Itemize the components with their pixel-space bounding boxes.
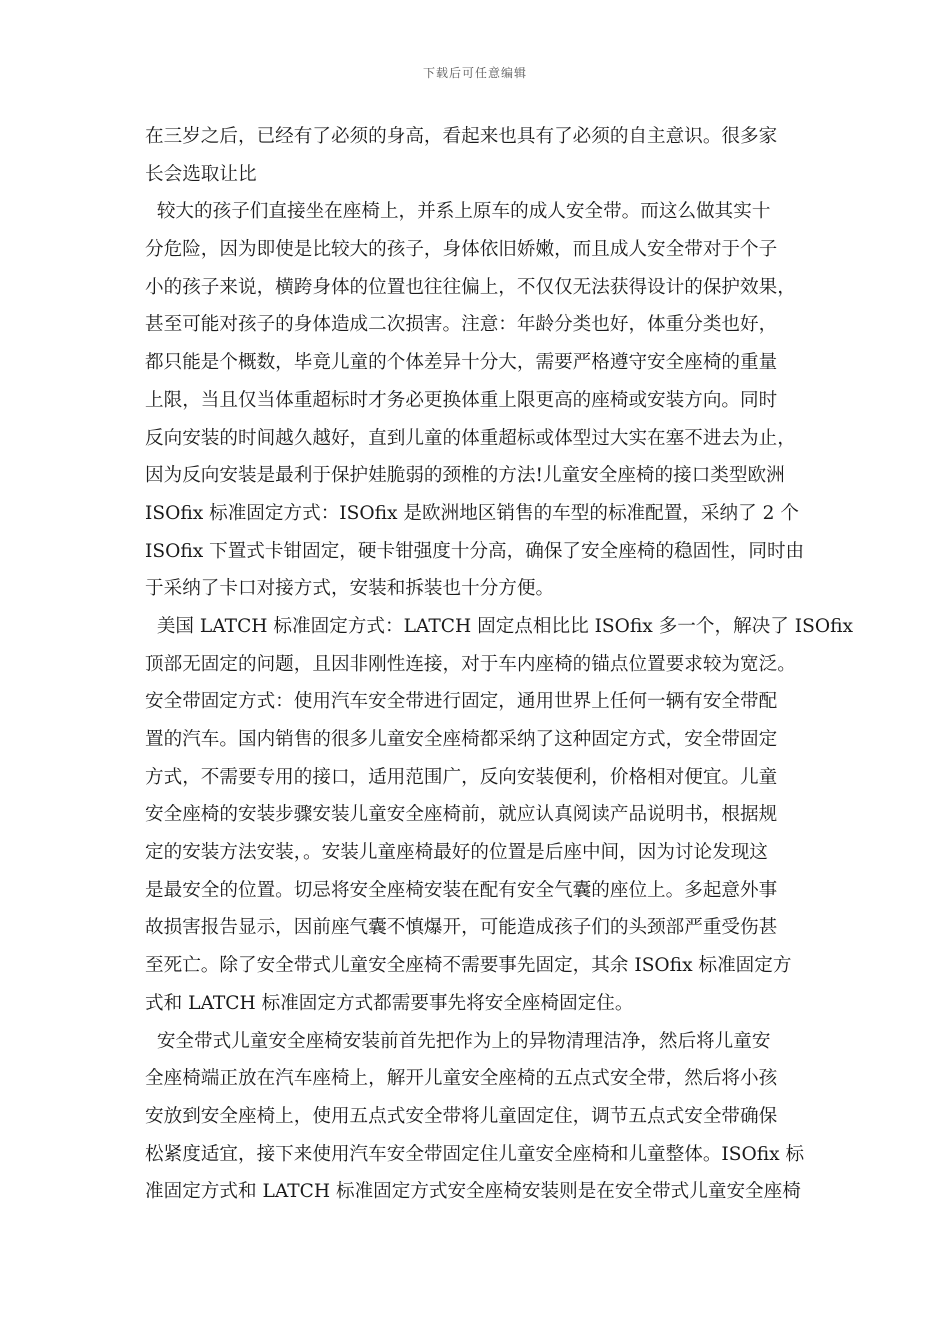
text-line: 方式，不需要专用的接口，适用范围广，反向安装便利，价格相对便宜。儿童 xyxy=(145,766,778,788)
text-line: 较大的孩子们直接坐在座椅上，并系上原车的成人安全带。而这么做其实十 xyxy=(145,201,771,223)
document-body xyxy=(145,118,853,1211)
text-line: 是最安全的位置。切忌将安全座椅安装在配有安全气囊的座位上。多起意外事 xyxy=(145,879,778,901)
text-line: 因为反向安装是最利于保护娃脆弱的颈椎的方法!儿童安全座椅的接口类型欧洲 xyxy=(145,465,785,487)
text-line: 安全带固定方式：使用汽车安全带进行固定，通用世界上任何一辆有安全带配 xyxy=(145,691,778,713)
text-line: 安放到安全座椅上，使用五点式安全带将儿童固定住，调节五点式安全带确保 xyxy=(145,1105,778,1127)
text-line: 上限，当且仅当体重超标时才务必更换体重上限更高的座椅或安装方向。同时 xyxy=(145,389,778,411)
text-line: 都只能是个概数，毕竟儿童的个体差异十分大，需要严格遵守安全座椅的重量 xyxy=(145,352,778,374)
text-line: 在三岁之后，已经有了必须的身高，看起来也具有了必须的自主意识。很多家 xyxy=(145,126,778,147)
text-line: 至死亡。除了安全带式儿童安全座椅不需要事先固定，其余 ISOfix 标准固定方 xyxy=(145,955,792,977)
paragraph-2 xyxy=(145,193,821,608)
text-line: 反向安装的时间越久越好，直到儿童的体重超标或体型过大实在塞不进去为止， xyxy=(145,427,796,449)
text-line: 定的安装方法安装，。安装儿童座椅最好的位置是后座中间，因为讨论发现这 xyxy=(145,842,768,864)
text-line: 置的汽车。国内销售的很多儿童安全座椅都采纳了这种固定方式，安全带固定 xyxy=(145,729,778,750)
text-line: 顶部无固定的问题，且因非刚性连接，对于车内座椅的锚点位置要求较为宽泛。 xyxy=(145,653,796,675)
text-line: 安全座椅的安装步骤安装儿童安全座椅前，就应认真阅读产品说明书，根据规 xyxy=(145,804,778,826)
text-line: 准固定方式和 LATCH 标准固定方式安全座椅安装则是在安全带式儿童安全座椅 xyxy=(145,1181,801,1203)
text-line: 安全带式儿童安全座椅安装前首先把作为上的异物清理洁净，然后将儿童安 xyxy=(145,1030,771,1052)
text-line: 式和 LATCH 标准固定方式都需要事先将安全座椅固定住。 xyxy=(145,992,634,1014)
text-line: 长会选取让比 xyxy=(145,163,257,185)
text-line: ISOfix 标准固定方式：ISOfix 是欧洲地区销售的车型的标准配置，采纳了 2 个 xyxy=(145,502,799,524)
text-line: 松紧度适宜，接下来使用汽车安全带固定住儿童安全座椅和儿童整体。ISOfix 标 xyxy=(145,1143,805,1165)
paragraph-1 xyxy=(145,118,821,193)
text-line: 全座椅端正放在汽车座椅上，解开儿童安全座椅的五点式安全带，然后将小孩 xyxy=(145,1068,778,1090)
text-line: ISOfix 下置式卡钳固定，硬卡钳强度十分高，确保了安全座椅的稳固性，同时由 xyxy=(145,540,805,562)
text-line: 甚至可能对孩子的身体造成二次损害。注意：年龄分类也好，体重分类也好， xyxy=(145,314,778,336)
text-line: 故损害报告显示，因前座气囊不慎爆开，可能造成孩子们的头颈部严重受伤甚 xyxy=(145,917,778,939)
text-line: 小的孩子来说，横跨身体的位置也往往偏上，不仅仅无法获得设计的保护效果， xyxy=(145,276,796,298)
text-line: 于采纳了卡口对接方式，安装和拆装也十分方便。 xyxy=(145,578,555,600)
page-header: 下载后可任意编辑 xyxy=(422,66,527,80)
text-line: 分危险，因为即使是比较大的孩子，身体依旧娇嫩，而且成人安全带对于个子 xyxy=(145,239,778,261)
text-line: 美国 LATCH 标准固定方式：LATCH 固定点相比比 ISOfix 多一个，解决了 ISOfix xyxy=(145,615,853,637)
paragraph-3 xyxy=(145,608,853,1023)
paragraph-4 xyxy=(145,1023,821,1211)
